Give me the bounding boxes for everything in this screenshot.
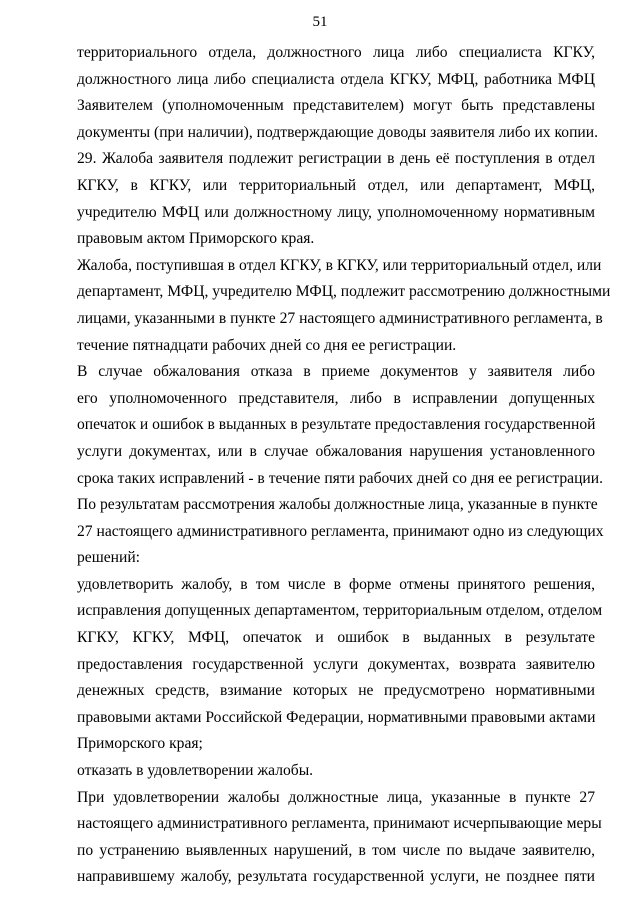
text-line: учредителю МФЦ или должностному лицу, уполномоченному нормативным (77, 203, 595, 221)
text-line: решений: (77, 549, 141, 567)
text-line: Жалоба, поступившая в отдел КГКУ, в КГКУ, или территориальный отдел, или (77, 256, 602, 274)
text-line: департамент, МФЦ, учредителю МФЦ, подлежит рассмотрению должностными (77, 283, 611, 301)
text-line: удовлетворить жалобу, в том числе в форме отмены принятого решения, (77, 575, 595, 593)
text-line: правовыми актами Российской Федерации, нормативными правовыми актами (77, 708, 596, 726)
text-line: опечаток и ошибок в выданных в результате предоставления государственной (77, 416, 596, 434)
text-line: предоставления государственной услуги документах, возврата заявителю (77, 655, 595, 673)
text-line: территориального отдела, должностного лица либо специалиста КГКУ, (77, 44, 595, 61)
text-line: Приморского края; (77, 735, 203, 753)
text-line: течение пятнадцати рабочих дней со дня ее регистрации. (77, 336, 457, 354)
text-line: его уполномоченного представителя, либо в исправлении допущенных (77, 389, 595, 407)
text-line: КГКУ, КГКУ, МФЦ, опечаток и ошибок в выданных в результате (77, 629, 595, 647)
text-line: настоящего административного регламента, принимают исчерпывающие меры (77, 815, 602, 833)
body-text (77, 40, 611, 891)
text-line: 29. Жалоба заявителя подлежит регистрации в день её поступления в отдел (77, 150, 595, 168)
text-line: Заявителем (уполномоченным представителем) могут быть представлены (77, 97, 595, 115)
text-line: документы (при наличии), подтверждающие доводы заявителя либо их копии. (77, 123, 599, 141)
text-line: исправления допущенных департаментом, территориальным отделом, отделом (77, 602, 603, 620)
text-line: лицами, указанными в пункте 27 настоящего административного регламента, в (77, 309, 603, 327)
text-line: услуги документах, или в случае обжалования нарушения установленного (77, 442, 595, 460)
text-line: отказать в удовлетворении жалобы. (77, 762, 314, 780)
page-number: 51 (312, 14, 328, 30)
text-line: При удовлетворении жалобы должностные лица, указанные в пункте 27 (77, 788, 595, 806)
text-line: По результатам рассмотрения жалобы должностные лица, указанные в пункте (77, 496, 598, 514)
text-line: должностного лица либо специалиста отдела КГКУ, МФЦ, работника МФЦ (77, 70, 595, 88)
text-line: направившему жалобу, результата государственной услуги, не позднее пяти (77, 868, 595, 886)
text-line: 27 настоящего административного регламента, принимают одно из следующих (77, 522, 604, 540)
text-line: В случае обжалования отказа в приеме документов у заявителя либо (77, 363, 595, 381)
text-line: по устранению выявленных нарушений, в том числе по выдаче заявителю, (77, 841, 595, 859)
text-line: срока таких исправлений - в течение пяти рабочих дней со дня ее регистрации. (77, 469, 604, 487)
text-line: правовым актом Приморского края. (77, 230, 315, 248)
text-line: денежных средств, взимание которых не предусмотрено нормативными (77, 682, 595, 700)
text-line: КГКУ, в КГКУ, или территориальный отдел, или департамент, МФЦ, (77, 176, 595, 194)
